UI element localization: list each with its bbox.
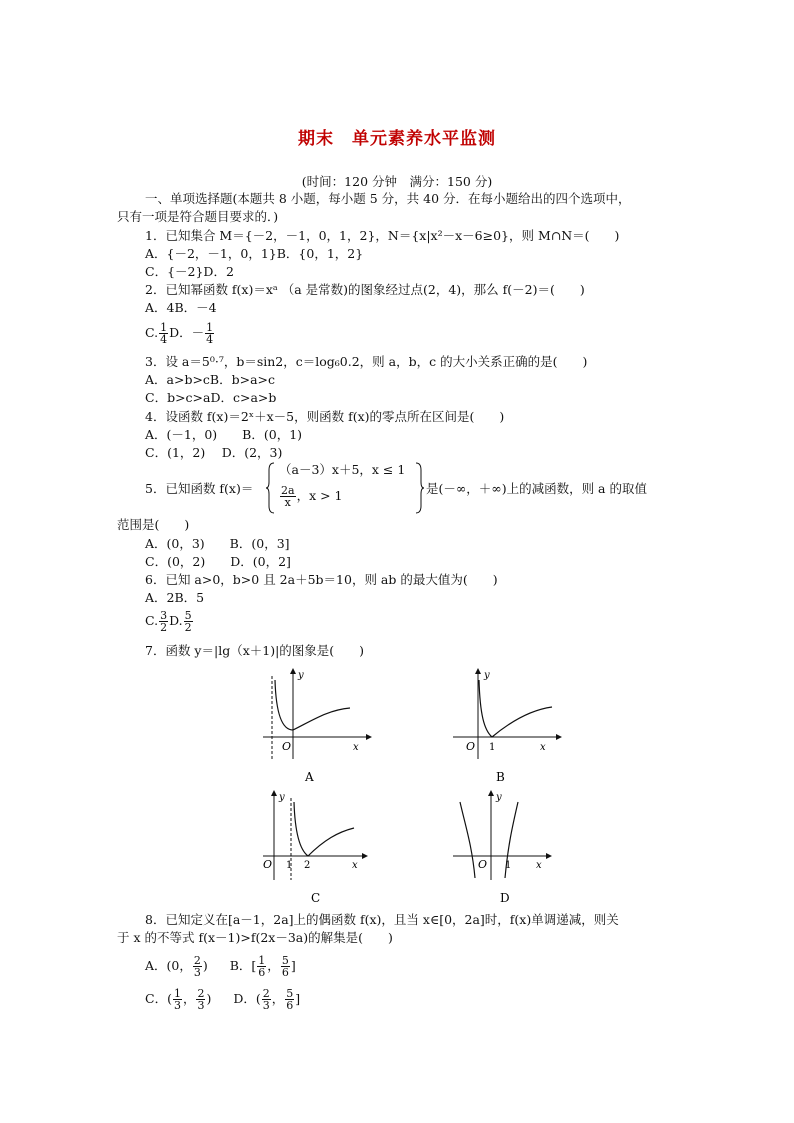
q7-graph-c-tick-2: 2 [304,860,311,871]
q7-graph-a-x-label: x [353,742,359,753]
q6-option-d-label: D. [169,613,183,628]
exam-time-score: (时间：120 分钟 满分：150 分) [301,174,493,189]
q7-graph-c-y-label: y [279,792,285,803]
q2-option-d-fraction: $\frac{1}{4}$ [206,321,214,346]
q7-graph-c-label: C [311,891,321,905]
q5-stem-cont: 范围是( ) [117,517,190,532]
q8-option-a-label: A．(0， [145,958,192,973]
section-intro-line1: 一、单项选择题(本题共 8 小题，每小题 5 分，共 40 分．在每小题给出的四个选项中， [145,191,631,206]
q8-option-c-fraction-1: $\frac{1}{3}$ [173,987,181,1012]
q7-graph-a-origin: O [282,740,292,753]
q2-options-cd [145,320,215,346]
q8-options-cd: C．( $\frac{1}{3}$ ， $\frac{2}{3}$ ) D．( $\frac{2}{3}$ ， $\frac{5}{6}$ ] [145,987,301,1012]
q6-option-c-label: C. [145,613,159,628]
q7-graph-c-tick-1: 1 [286,860,293,871]
q7-graph-d-label: D [500,891,510,905]
q5-stem-start: 5．已知函数 f(x)＝ [145,481,254,496]
page-title: 期末 单元素养水平监测 [298,129,496,149]
q7-graph-d-x-label: x [536,860,542,871]
q8-option-c-label: C．( [145,991,172,1006]
q7-graph-b-y-label: y [484,670,490,681]
section-intro-line2: 只有一项是符合题目要求的．) [117,209,279,224]
q8-option-b-fraction-2: $\frac{5}{6}$ [281,954,289,979]
q7-graph-d-tick-1: 1 [505,860,512,871]
q7-graph-d [448,788,568,906]
q7-graph-b-x-label: x [540,742,546,753]
q8-option-d-fraction-2: $\frac{5}{6}$ [286,987,294,1012]
q7-graph-b [448,664,568,784]
q6-option-d-fraction: $\frac{5}{2}$ [184,609,192,634]
q2-stem: 2．已知幂函数 f(x)＝xᵃ （a 是常数)的图象经过点(2，4)，那么 f(－2)＝( ) [145,282,585,297]
q2-option-c-label: C. [145,325,159,340]
q4-options-ab: A．(－1，0) B．(0，1) [145,427,303,442]
q5-stem-end: 是(－∞，＋∞)上的减函数，则 a 的取值 [426,481,647,496]
q1-options-cd: C．{－2}D．2 [145,264,234,279]
q7-graph-c-x-label: x [352,860,358,871]
q7-graph-a [258,664,378,784]
q6-stem: 6．已知 a>0，b>0 且 2a＋5b＝10，则 ab 的最大值为( ) [145,572,498,587]
q5-options-cd: C．(0，2) D．(0，2] [145,554,291,569]
q8-option-a-fraction: $\frac{2}{3}$ [193,954,201,979]
q8-options-ab: A．(0， $\frac{2}{3}$ ) B．[ $\frac{1}{6}$ ， $\frac{5}{6}$ ] [145,954,296,979]
q6-option-c-fraction: $\frac{3}{2}$ [160,609,168,634]
q8-option-d-label: D．( [233,991,261,1006]
q4-stem: 4．设函数 f(x)＝2ˣ＋x－5，则函数 f(x)的零点所在区间是( ) [145,409,505,424]
q2-options-ab: A．4B．－4 [145,300,217,315]
q8-option-c-fraction-2: $\frac{2}{3}$ [197,987,205,1012]
q3-options-cd: C．b>c>aD．c>a>b [145,390,277,405]
q5-piece-2-fraction: $\frac{2a}{x}$ [281,484,295,509]
q2-option-c-fraction: $\frac{1}{4}$ [160,321,168,346]
q1-options-ab: A．{－2，－1，0，1}B．{0，1，2} [145,246,364,261]
q5-piece-2: $\frac{2a}{x}$ ，x > 1 [281,484,343,509]
q2-option-d-label: D．－ [169,325,205,340]
q8-stem-line2: 于 x 的不等式 f(x－1)>f(2x－3a)的解集是( ) [117,930,393,945]
q8-option-d-fraction-1: $\frac{2}{3}$ [262,987,270,1012]
q8-option-b-fraction-1: $\frac{1}{6}$ [258,954,266,979]
q5-piece-1: （a－3）x＋5，x ≤ 1 [279,462,406,477]
q7-stem: 7．函数 y＝|lg（x＋1)|的图象是( ) [145,643,365,658]
q5-options-ab: A．(0，3) B．(0，3] [145,536,290,551]
q6-options-cd [145,608,194,634]
q3-options-ab: A．a>b>cB．b>a>c [145,372,276,387]
q4-options-cd: C．(1，2) D．(2，3) [145,445,283,460]
q3-stem: 3．设 a＝5⁰·⁷，b＝sin2，c＝log₆0.2，则 a，b，c 的大小关系正确的是( ) [145,354,588,369]
q7-graph-a-y-label: y [298,670,304,681]
q7-graph-d-origin: O [478,858,488,871]
q8-option-b-label: B．[ [229,958,257,973]
q1-stem: 1．已知集合 M＝{－2，－1，0，1，2}，N＝{x|x²－x－6≥0}，则 M∩N＝( ) [145,228,620,243]
q6-options-ab: A．2B．5 [145,590,205,605]
q7-graph-a-label: A [305,770,314,784]
q7-graph-b-tick-1: 1 [489,742,496,753]
q7-graph-c-origin: O [263,858,273,871]
q8-stem-line1: 8．已知定义在[a－1，2a]上的偶函数 f(x)，且当 x∈[0，2a]时，f(x)单调递减，则关 [145,912,619,927]
q7-graph-c [258,788,378,906]
q7-graph-d-y-label: y [496,792,502,803]
q7-graph-b-origin: O [466,740,476,753]
q7-graph-b-label: B [496,770,505,784]
